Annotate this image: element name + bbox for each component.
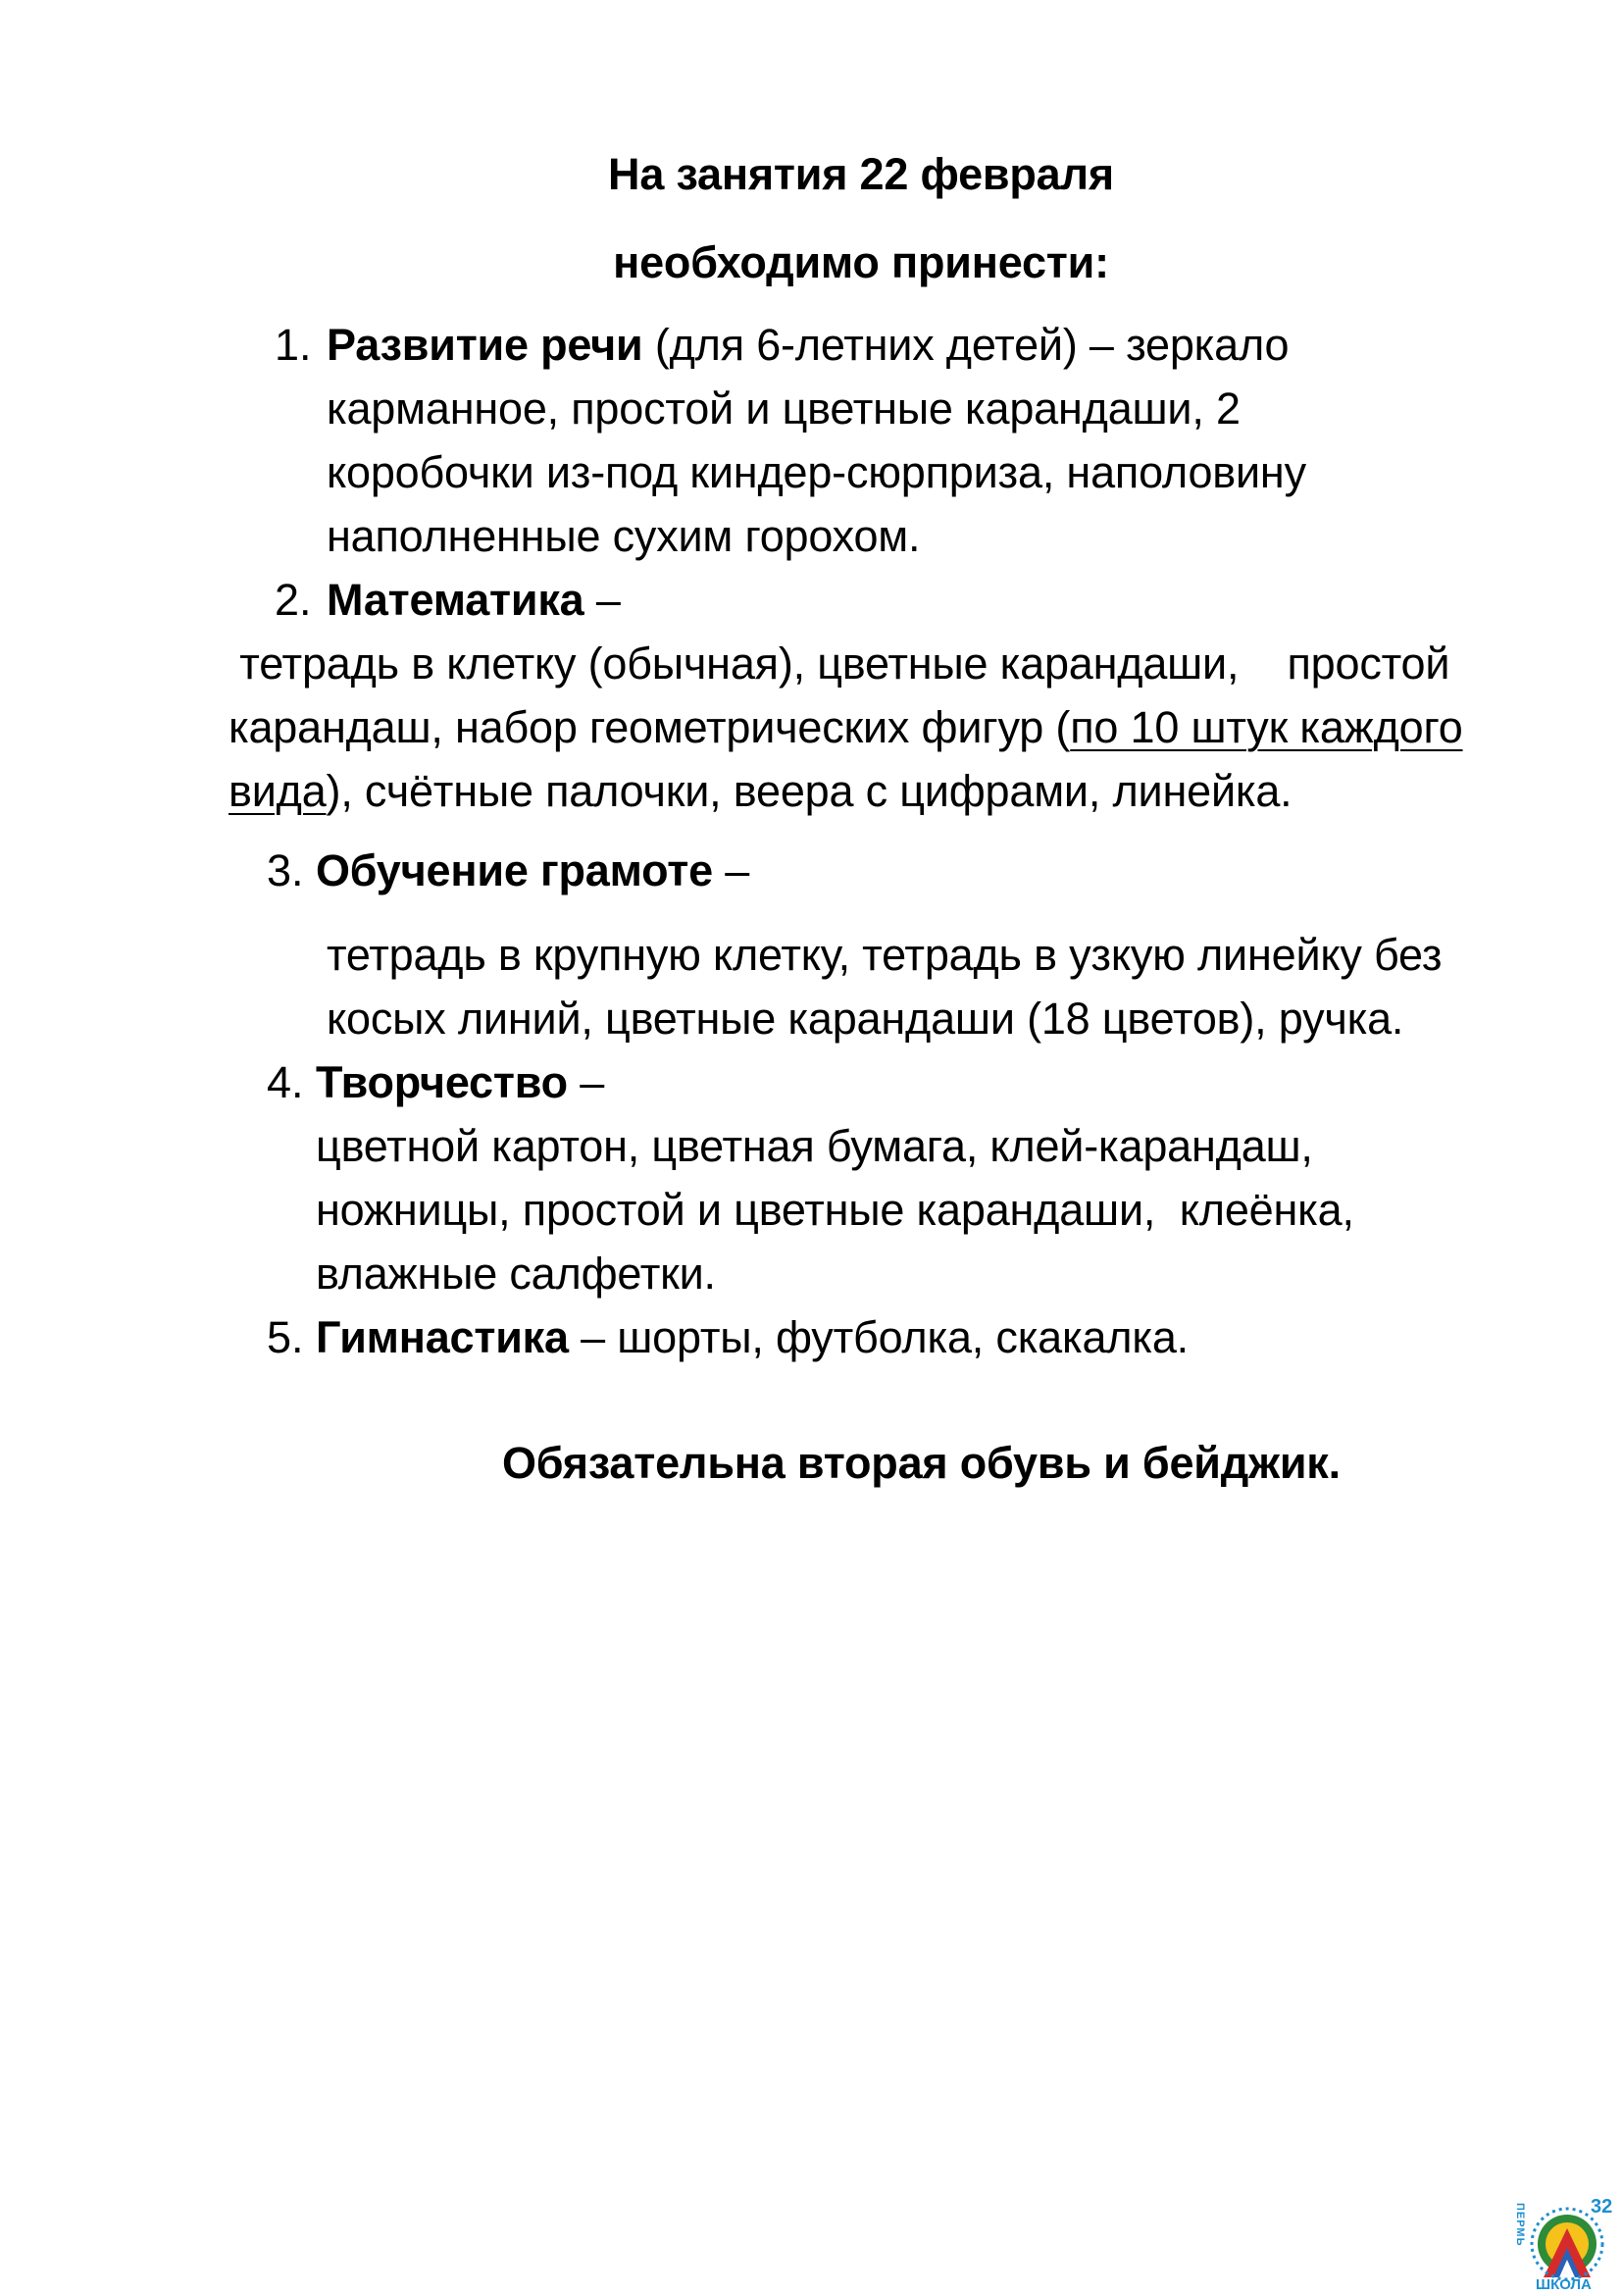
- item-dash: –: [712, 845, 750, 895]
- item-text: коробочки из-под киндер-сюрприза, наполовину: [327, 447, 1306, 497]
- item-text: влажные салфетки.: [316, 1249, 716, 1299]
- item-number: 5.: [267, 1312, 304, 1362]
- item-text-part: ), счётные палочки, веера с цифрами, линейка.: [326, 766, 1293, 816]
- item-title: Математика: [327, 575, 584, 625]
- item-number: 1.: [275, 320, 312, 370]
- item-text: ножницы, простой и цветные карандаши, клеёнка,: [316, 1185, 1354, 1235]
- item-text-part: карандаш, набор геометрических фигур (: [228, 702, 1071, 752]
- list-item-literacy: [316, 842, 749, 900]
- item-title: Обучение грамоте: [316, 845, 713, 895]
- item-title: Творчество: [316, 1057, 568, 1107]
- item-title: Развитие речи: [327, 320, 643, 370]
- underlined-text: вида: [228, 766, 327, 816]
- item-text: карманное, простой и цветные карандаши, 2: [327, 383, 1241, 434]
- list-item-gymnastics: [316, 1308, 1189, 1367]
- logo-vertical-text: ПЕРМЬ: [1514, 2203, 1526, 2247]
- item-text: цветной картон, цветная бумага, клей-карандаш,: [316, 1121, 1313, 1171]
- item-text: – шорты, футболка, скакалка.: [568, 1312, 1189, 1362]
- logo-bottom-text: ШКОЛА: [1536, 2276, 1592, 2291]
- school-logo-icon: [1510, 2193, 1618, 2291]
- list-item-speech: [327, 316, 1289, 375]
- item-number: 2.: [275, 575, 312, 625]
- item-text: тетрадь в крупную клетку, тетрадь в узкую линейку без: [327, 930, 1443, 980]
- item-text: наполненные сухим горохом.: [327, 511, 921, 561]
- item-text: [228, 762, 1293, 821]
- list-item-math: [327, 571, 621, 630]
- item-text: тетрадь в клетку (обычная), цветные карандаши, простой: [228, 638, 1450, 689]
- page-subtitle: необходимо принести:: [613, 237, 1109, 287]
- school-logo: [1510, 2193, 1618, 2291]
- item-dash: –: [567, 1057, 605, 1107]
- item-number: 4.: [267, 1057, 304, 1107]
- item-dash: –: [583, 575, 621, 625]
- page-title: На занятия 22 февраля: [608, 149, 1114, 199]
- item-text: косых линий, цветные карандаши (18 цветов), ручка.: [327, 994, 1404, 1044]
- footer-note: Обязательна вторая обувь и бейджик.: [502, 1438, 1341, 1488]
- underlined-text: по 10 штук каждого: [1070, 702, 1463, 752]
- item-text: [228, 698, 1463, 757]
- item-title: Гимнастика: [316, 1312, 569, 1362]
- list-item-creativity: [316, 1053, 604, 1112]
- item-text: (для 6-летних детей) – зеркало: [642, 320, 1290, 370]
- item-number: 3.: [267, 845, 304, 895]
- logo-number: 32: [1591, 2196, 1613, 2218]
